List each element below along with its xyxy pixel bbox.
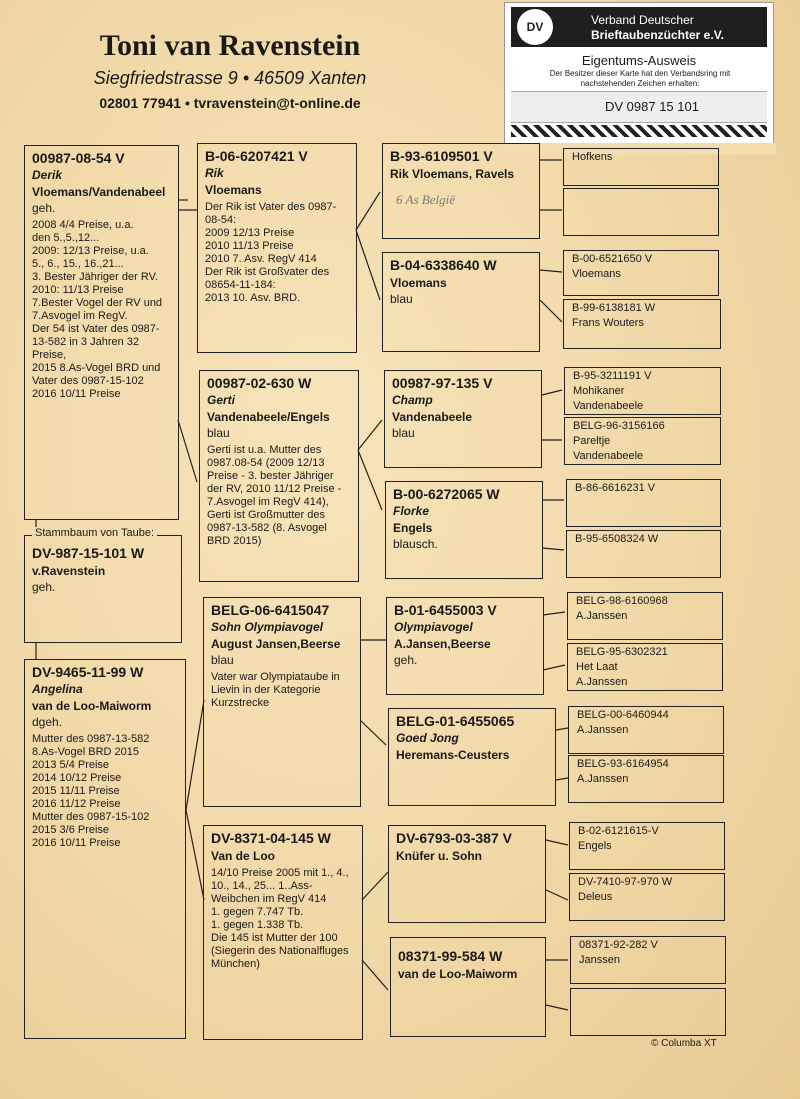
ring-number: 00987-02-630 W	[207, 375, 312, 391]
gen4-line1: A.Janssen	[577, 724, 629, 736]
color: dgeh.	[32, 715, 63, 729]
gen4-line2: Vandenabeele	[573, 450, 644, 462]
card-ring-number: DV 0987 15 101	[605, 99, 699, 114]
bird-name: Sohn Olympiavogel	[211, 620, 324, 634]
gen4-ring: 08371-92-282 V	[579, 939, 658, 951]
ring-number: 00987-97-135 V	[392, 375, 493, 391]
gen4-line1: Engels	[578, 840, 612, 852]
bird-name: Derik	[32, 168, 63, 182]
copyright: © Columba XT	[651, 1038, 717, 1049]
dsd-box	[388, 708, 556, 806]
gen4-box	[568, 755, 724, 803]
sds-box	[384, 370, 542, 468]
ssd-box	[382, 252, 540, 352]
association-logo: DV	[517, 9, 553, 45]
color: blau	[390, 292, 413, 306]
breeder: Vandenabeele/Engels	[207, 410, 330, 424]
notes: Mutter des 0987-13-582 8.As-Vogel BRD 2015 2013 5/4 Preise 2014 10/12 Preise 2015 11/11 Preise 2016 11/12 Preise Mutter des 0987-15-102 2015 3/6 Preise 2016 10/11 Preise	[32, 733, 150, 849]
ddd-box	[390, 937, 546, 1037]
ring-number: BELG-01-6455065	[396, 713, 515, 729]
gen4-line1: Janssen	[579, 954, 620, 966]
ring-number: B-93-6109501 V	[390, 148, 493, 164]
owner-address: Siegfriedstrasse 9 • 46509 Xanten	[93, 68, 367, 88]
gen4-box	[570, 936, 726, 984]
color: blau	[207, 426, 230, 440]
breeder: Engels	[393, 521, 433, 535]
ring-number: B-00-6272065 W	[393, 486, 500, 502]
breeder: Vandenabeele	[392, 410, 473, 424]
ring-number: 08371-99-584 W	[398, 948, 503, 964]
dss-box	[386, 597, 544, 695]
gen4-line2: Vandenabeele	[573, 400, 644, 412]
dds-box	[388, 825, 546, 923]
ring-number: DV-8371-04-145 W	[211, 830, 331, 846]
gen4-box	[569, 873, 725, 921]
ring-number: DV-6793-03-387 V	[396, 830, 512, 846]
color: blausch.	[393, 537, 438, 551]
color: blau	[211, 653, 234, 667]
ring-number: B-06-6207421 V	[205, 148, 308, 164]
sdd-box	[385, 481, 543, 579]
gen4-line1: Het Laat	[576, 661, 618, 673]
sire-box	[24, 145, 179, 520]
notes: 14/10 Preise 2005 mit 1., 4., 10., 14., 25... 1..Ass- Weibchen im RegV 414 1. gegen 7.747 Tb. 1. gegen 1.338 Tb. Die 145 ist Mutter der 100 (Siegerin des Nationalfluges München)	[211, 867, 349, 970]
gen4-box	[569, 822, 725, 870]
gen4-ring: BELG-00-6460944	[577, 709, 669, 721]
gen4-box	[566, 479, 721, 527]
dam-dam-box	[203, 825, 363, 1040]
card-note: Der Besitzer dieser Karte hat den Verbandsring mit nachstehenden Zeichen erhalten:	[549, 69, 731, 88]
color: blau	[392, 426, 415, 440]
notes: 2008 4/4 Preise, u.a. den 5.,5.,12... 2009: 12/13 Preise, u.a. 5., 6., 15., 16.,21... 3. Bester Jähriger der RV. 2010: 11/13 Preise 7.Bester Vogel der RV und 7.Asvogel im RegV. Der 54 ist Vater des 0987- 13-582 in 3 Jahren 32 Preise, 2015 8.As-Vogel BRD und Vater des 0987-15-102 2016 10/11 Preise	[32, 219, 163, 400]
gen4-box	[566, 530, 721, 578]
main-breeder: v.Ravenstein	[32, 564, 106, 578]
card-decorative-border	[511, 125, 767, 137]
main-bird-box	[24, 535, 182, 643]
bird-name: Goed Jong	[396, 731, 459, 745]
ring-number: BELG-06-6415047	[211, 602, 330, 618]
ring-number: 00987-08-54 V	[32, 150, 125, 166]
card-header	[511, 7, 767, 47]
breeder: A.Jansen,Beerse	[394, 637, 491, 651]
gen4-ring: B-02-6121615-V	[578, 825, 659, 837]
gen4-ring: B-95-6508324 W	[575, 533, 659, 545]
gen4-ring: B-99-6138181 W	[572, 302, 656, 314]
gen4-line1: Vloemans	[572, 268, 621, 280]
main-ring-number: DV-987-15-101 W	[32, 545, 145, 561]
dam-sire-box	[203, 597, 361, 807]
pencil-annotation: 6 As Belgiё	[396, 192, 455, 207]
gen4-ring: B-86-6616231 V	[575, 482, 656, 494]
breeder: Knüfer u. Sohn	[396, 849, 482, 863]
gen4-box	[564, 367, 721, 415]
breeder: August Jansen,Beerse	[211, 637, 341, 651]
pedigree-label: Stammbaum von Taube:	[32, 527, 157, 539]
ownership-card	[504, 2, 774, 154]
owner-contact: 02801 77941 • tvravenstein@t-online.de	[99, 95, 361, 111]
gen4-box	[563, 250, 719, 296]
bird-name: Angelina	[32, 682, 83, 696]
gen4-ring: BELG-98-6160968	[576, 595, 668, 607]
ring-number: B-01-6455003 V	[394, 602, 497, 618]
gen4-ring: DV-7410-97-970 W	[578, 876, 673, 888]
notes: Vater war Olympiataube in Lievin in der Kategorie Kurzstrecke	[211, 671, 340, 709]
card-title: Eigentums-Ausweis	[581, 53, 697, 68]
color: geh.	[394, 653, 418, 667]
gen4-ring: BELG-93-6164954	[577, 758, 669, 770]
bird-name: Rik	[205, 166, 224, 180]
gen4-box	[563, 299, 721, 349]
breeder: Rik Vloemans, Ravels	[390, 167, 515, 181]
gen4-line1: Pareltje	[573, 435, 611, 447]
notes: Gerti ist u.a. Mutter des 0987.08-54 (2009 12/13 Preise - 3. bester Jähriger der RV, 2010 11/12 Preise - 7.Asvogel im RegV 414), Gerti ist Großmutter des 0987-13-582 (8. Asvogel BRD 2015)	[207, 444, 342, 547]
gen4-box	[563, 148, 719, 186]
bird-name: Champ	[392, 393, 433, 407]
breeder: van de Loo-Maiworm	[32, 699, 152, 713]
notes: Der Rik ist Vater des 0987- 08-54: 2009 12/13 Preise 2010 11/13 Preise 2010 7. Asv. RegV 414 Der Rik ist Großvater des 08654-11-184: 2013 10. Asv. BRD.	[205, 201, 337, 304]
gen4-box	[570, 988, 726, 1036]
gen4-ring: B-95-3211191 V	[573, 370, 652, 382]
gen4-line1: Frans Wouters	[572, 317, 644, 329]
ring-number: DV-9465-11-99 W	[32, 664, 144, 680]
gen4-ring: B-00-6521650 V	[572, 253, 653, 265]
gen4-box	[564, 417, 721, 465]
gen4-ring: BELG-95-6302321	[576, 646, 668, 658]
association-name-line2: Brieftaubenzüchter e.V.	[591, 28, 724, 42]
owner-header	[40, 28, 420, 111]
gen4-line1: Deleus	[578, 891, 613, 903]
dam-box	[24, 659, 186, 1039]
association-name-line1: Verband Deutscher	[591, 13, 694, 27]
sire-sire-box	[197, 143, 357, 353]
color: geh.	[32, 201, 56, 215]
ring-number: B-04-6338640 W	[390, 257, 497, 273]
main-color: geh.	[32, 580, 56, 594]
sss-box	[382, 143, 540, 239]
bird-name: Gerti	[207, 393, 236, 407]
owner-name: Toni van Ravenstein	[99, 29, 361, 62]
gen4-box	[567, 592, 723, 640]
gen4-line1: A.Janssen	[577, 773, 629, 785]
gen4-line1: Hofkens	[572, 151, 613, 163]
gen4-box	[567, 643, 723, 691]
gen4-box	[563, 188, 719, 236]
gen4-box	[568, 706, 724, 754]
gen4-line1: Mohikaner	[573, 385, 625, 397]
gen4-line2: A.Janssen	[576, 676, 628, 688]
gen4-line1: A.Janssen	[576, 610, 628, 622]
breeder: Vloemans	[205, 183, 262, 197]
breeder: van de Loo-Maiworm	[398, 967, 518, 981]
breeder: Vloemans/Vandenabeel	[32, 185, 166, 199]
gen4-ring: BELG-96-3156166	[573, 420, 665, 432]
bird-name: Olympiavogel	[394, 620, 473, 634]
breeder: Vloemans	[390, 276, 447, 290]
bird-name: Florke	[393, 504, 430, 518]
breeder: Heremans-Ceusters	[396, 748, 510, 762]
sire-dam-box	[199, 370, 359, 582]
breeder: Van de Loo	[211, 849, 276, 863]
